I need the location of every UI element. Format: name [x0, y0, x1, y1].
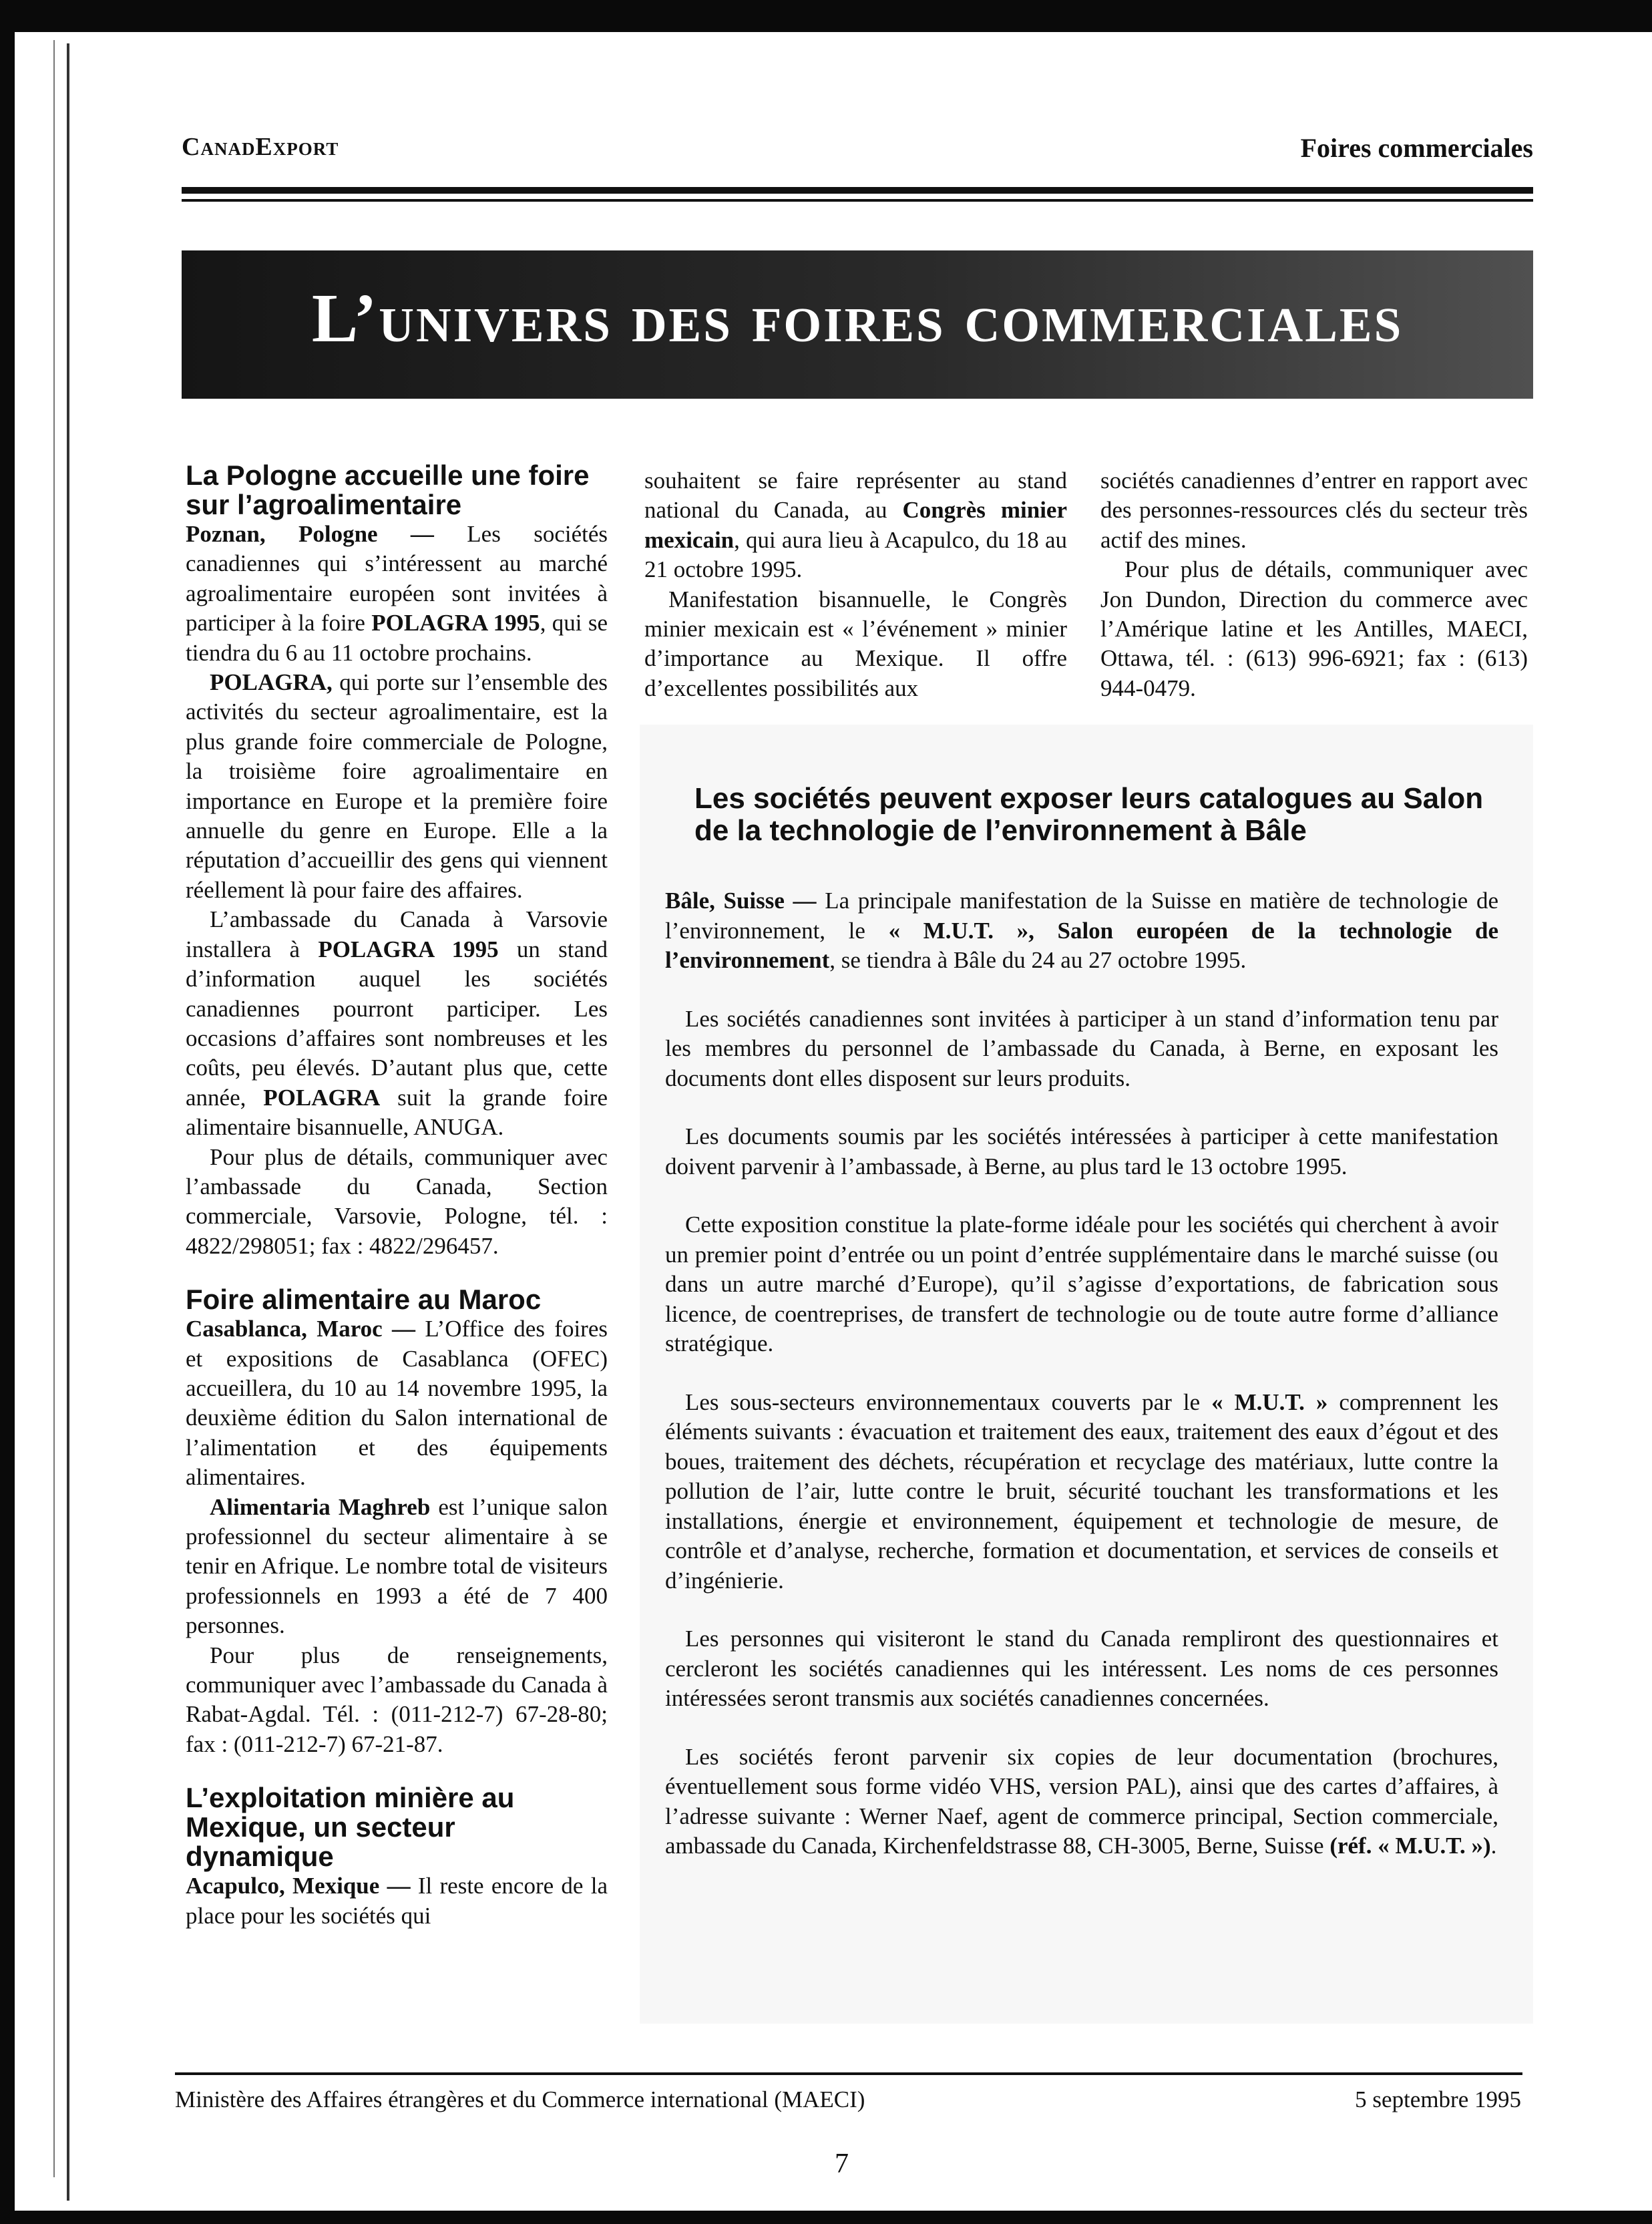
- footer-date: 5 septembre 1995: [1355, 2086, 1521, 2112]
- boxed-article-title: Les sociétés peuvent exposer leurs catalogues au Salon de la technologie de l’environnement à Bâle: [694, 782, 1484, 847]
- binding-line: [67, 43, 69, 2201]
- paragraph: Poznan, Pologne — Les sociétés canadiennes qui s’intéressent au marché agroalimentaire européen sont invitées à participer à la foire POLAGRA 1995, qui se tiendra du 6 au 11 octobre prochains.: [186, 521, 608, 666]
- paragraph: Pour plus de détails, communiquer avec Jon Dundon, Direction du commerce avec l’Amérique latine et les Antilles, MAECI, Ottawa, tél. : (613) 996-6921; fax : (613) 944-0479.: [1100, 556, 1528, 701]
- boxed-article-body: [665, 886, 1498, 1890]
- article-title: Foire alimentaire au Maroc: [186, 1284, 542, 1316]
- paragraph: Pour plus de renseignements, communiquer avec l’ambassade du Canada à Rabat-Agdal. Tél. : (011-212-7) 67-28-80; fax : (011-212-7) 67-21-87.: [186, 1642, 608, 1757]
- paragraph: Alimentaria Maghreb est l’unique salon professionnel du secteur alimentaire à se tenir en Afrique. Le nombre total de visiteurs professionnels en 1993 a été de 7 400 personnes.: [186, 1493, 608, 1639]
- paragraph: Les sous-secteurs environnementaux couverts par le « M.U.T. » comprennent les éléments suivants : évacuation et traitement des eaux, traitement des eaux d’égout et des boues, traitement des déchets, récupération et recyclage des matériaux, lutte contre la pollution de l’air, lutte contre le bruit, sécurité touchant les transformations et les installations, énergie et environnement, équipement et technologie de mesure, de contrôle et d’analyse, recherche, formation et documentation, et services de conseils et d’ingénierie.: [665, 1388, 1499, 1594]
- paragraph: L’ambassade du Canada à Varsovie installera à POLAGRA 1995 un stand d’information auquel les sociétés canadiennes pourront participer. Les occasions d’affaires sont nombreuses et les coûts, peu élevés. D’autant plus que, cette année, POLAGRA suit la grande foire alimentaire bisannuelle, ANUGA.: [186, 906, 608, 1141]
- column-middle: [644, 466, 1067, 703]
- section-name: Foires commerciales: [1300, 133, 1533, 163]
- header-rule: [182, 199, 1533, 202]
- scan-border-top: [0, 0, 1652, 32]
- article-title: L’exploitation minière au Mexique, un secteur dynamique: [186, 1782, 515, 1873]
- paragraph: Pour plus de détails, communiquer avec l’ambassade du Canada, Section commerciale, Varsovie, Pologne, tél. : 4822/298051; fax : 4822/296457.: [186, 1143, 608, 1259]
- column-left: [186, 461, 608, 1931]
- column-right: [1100, 466, 1528, 703]
- scan-border-left: [0, 0, 15, 2224]
- paragraph: Les sociétés feront parvenir six copies de leur documentation (brochures, éventuellement sous forme vidéo VHS, version PAL), ainsi que des cartes d’affaires, à l’adresse suivante : Werner Naef, agent de commerce principal, Section commerciale, ambassade du Canada, Kirchenfeldstrasse 88, CH-3005, Berne, Suisse (réf. « M.U.T. »).: [665, 1743, 1498, 1859]
- paragraph: Bâle, Suisse — La principale manifestation de la Suisse en matière de technologie de l’environnement, le « M.U.T. », Salon européen de la technologie de l’environnement, se tiendra à Bâle du 24 au 27 octobre 1995.: [665, 888, 1498, 973]
- paragraph: Manifestation bisannuelle, le Congrès minier mexicain est « l’événement » minier d’importance au Mexique. Il offre d’excellentes possibilités aux: [644, 586, 1067, 701]
- paragraph: souhaitent se faire représenter au stand national du Canada, au Congrès minier mexicain, qui aura lieu à Acapulco, du 18 au 21 octobre 1995.: [644, 468, 1067, 583]
- paragraph: Les sociétés canadiennes sont invitées à participer à un stand d’information tenu par les membres du personnel de l’ambassade du Canada, à Berne, en exposant les documents dont elles disposent sur leurs produits.: [665, 1005, 1498, 1091]
- footer-publisher: Ministère des Affaires étrangères et du Commerce international (MAECI): [175, 2086, 865, 2112]
- title-banner: [182, 250, 1533, 399]
- paragraph: POLAGRA, qui porte sur l’ensemble des activités du secteur agroalimentaire, est la plus grande foire commerciale de Pologne, la troisième foire agroalimentaire en importance en Europe et la première foire annuelle du genre en Europe. Elle a la réputation d’accueillir des gens qui viennent réellement là pour faire des affaires.: [186, 669, 608, 903]
- paragraph: Les personnes qui visiteront le stand du Canada rempliront des questionnaires et cercleront les sociétés canadiennes qui les intéressent. Les noms de ces personnes intéressées seront transmis aux sociétés canadiennes concernées.: [665, 1626, 1498, 1711]
- publication-name: CanadExport: [182, 133, 339, 161]
- paragraph: Acapulco, Mexique — Il reste encore de la place pour les sociétés qui: [186, 1873, 608, 1929]
- scan-border-bottom: [0, 2211, 1652, 2224]
- header-rule: [182, 187, 1533, 194]
- footer-rule: [175, 2072, 1522, 2075]
- binding-line: [53, 40, 55, 2177]
- paragraph: sociétés canadiennes d’entrer en rapport avec des personnes-ressources clés du secteur très actif des mines.: [1100, 468, 1528, 553]
- paragraph: Casablanca, Maroc — L’Office des foires et expositions de Casablanca (OFEC) accueillera, du 10 au 14 novembre 1995, la deuxième édition du Salon international de l’alimentation et des équipements alimentaires.: [186, 1316, 608, 1491]
- paragraph: Les documents soumis par les sociétés intéressées à participer à cette manifestation doivent parvenir à l’ambassade, à Berne, au plus tard le 13 octobre 1995.: [665, 1123, 1498, 1179]
- paragraph: Cette exposition constitue la plate-forme idéale pour les sociétés qui cherchent à avoir un premier point d’entrée ou un point d’entrée supplémentaire dans le marché suisse (ou dans un autre marché d’Europe), qu’il s’agisse d’exportations, de fabrication sous licence, de coentreprises, de transfert de technologie ou de toute autre forme d’alliance stratégique.: [665, 1212, 1498, 1356]
- page-title: L’univers des foires commerciales: [311, 280, 1404, 357]
- article-title: La Pologne accueille une foire sur l’agroalimentaire: [186, 459, 590, 520]
- page-number: 7: [835, 2149, 849, 2179]
